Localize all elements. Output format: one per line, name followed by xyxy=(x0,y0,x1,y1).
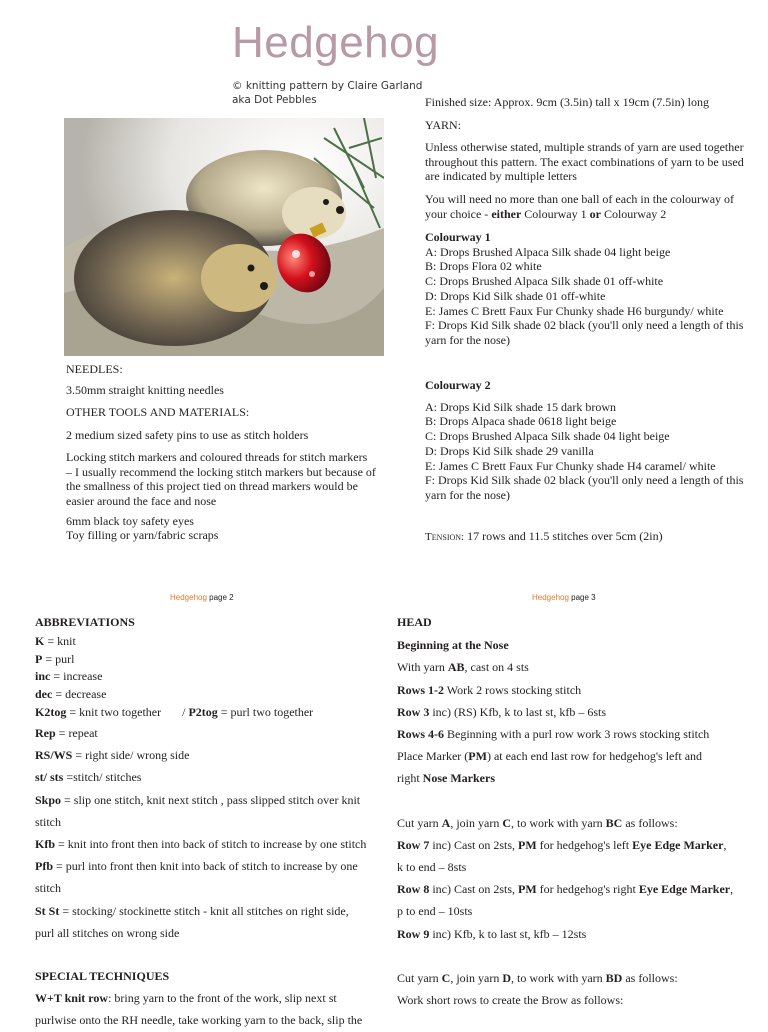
need-text-a: You will need no more than one ball of each in the colourway of your choice - xyxy=(425,192,735,221)
head-line: Rows 4-6 Beginning with a purl row work 3 rows stocking stitch xyxy=(397,727,710,742)
need-text-c: Colourway 2 xyxy=(600,206,667,221)
footer-page: page 3 xyxy=(568,593,596,602)
head-subheading: Beginning at the Nose xyxy=(397,638,509,653)
head-line: Row 8 inc) Cast on 2sts, PM for hedgehog's right Eye Edge Marker, xyxy=(397,882,734,897)
need-or: or xyxy=(589,206,601,221)
colourway-2-heading: Colourway 2 xyxy=(425,378,491,392)
abbr-sts: st/ sts =stitch/ stitches xyxy=(35,770,142,785)
head-line: p to end – 10sts xyxy=(397,904,473,919)
author-credit xyxy=(232,79,422,107)
abbr-rs-ws: RS/WS = right side/ wrong side xyxy=(35,748,190,763)
yarn-label: YARN: xyxy=(425,118,462,132)
head-line: With yarn AB, cast on 4 sts xyxy=(397,660,529,675)
list-item: B: Drops Flora 02 white xyxy=(425,259,542,274)
head-line: Place Marker (PM) at each end last row for hedgehog's left and xyxy=(397,749,703,764)
needles-label: NEEDLES: xyxy=(66,362,123,376)
list-item: A: Drops Brushed Alpaca Silk shade 04 light beige xyxy=(425,244,671,259)
tension xyxy=(425,529,663,545)
list-item: E: James C Brett Faux Fur Chunky shade H4 caramel/ white xyxy=(425,458,716,473)
footer-name: Hedgehog xyxy=(532,593,569,602)
abbr-kfb: Kfb = knit into front then into back of stitch to increase by one stitch xyxy=(35,837,367,852)
list-item: C: Drops Brushed Alpaca Silk shade 04 light beige xyxy=(425,429,670,444)
list-item: E: James C Brett Faux Fur Chunky shade H6 burgundy/ white xyxy=(425,303,724,318)
safety-eyes-text: 6mm black toy safety eyes xyxy=(66,514,194,528)
abbreviations-section xyxy=(35,611,370,1032)
abbr-pfb: Pfb = purl into front then knit into back of stitch to increase by one stitch xyxy=(35,859,358,896)
list-item: B: Drops Alpaca shade 0618 light beige xyxy=(425,414,617,429)
head-line: Row 9 inc) Kfb, k to last st, kfb – 12sts xyxy=(397,926,587,941)
list-item: D: Drops Kid Silk shade 01 off-white xyxy=(425,288,606,303)
toy-filling-text: Toy filling or yarn/fabric scraps xyxy=(66,528,219,542)
need-either: either xyxy=(491,206,522,221)
colourway-2-list xyxy=(425,400,743,503)
tension-label: Tension: xyxy=(425,531,465,543)
head-line: right Nose Markers xyxy=(397,771,495,786)
page-footer-right xyxy=(532,593,596,602)
tension-text: 17 rows and 11.5 stitches over 5cm (2in) xyxy=(464,529,663,543)
head-section xyxy=(397,611,747,1011)
abbr-k2tog-p2tog: K2tog = knit two together / P2tog = purl two together xyxy=(35,705,314,719)
credit-line-2: aka Dot Pebbles xyxy=(232,94,317,106)
safety-pins-text: 2 medium sized safety pins to use as stitch holders xyxy=(66,428,309,442)
footer-page: page 2 xyxy=(206,593,234,602)
credit-line-1: © knitting pattern by Claire Garland xyxy=(232,80,423,92)
list-item: A: Drops Kid Silk shade 15 dark brown xyxy=(425,399,616,414)
list-item: F: Drops Kid Silk shade 02 black (you'll only need a length of this xyxy=(425,473,744,488)
footer-name: Hedgehog xyxy=(170,593,207,602)
page-footer-left xyxy=(170,593,234,602)
colourway-1-heading: Colourway 1 xyxy=(425,230,491,244)
head-line: Cut yarn C, join yarn D, to work with yarn BD as follows: xyxy=(397,970,678,985)
needles-text: 3.50mm straight knitting needles xyxy=(66,383,224,397)
abbr-wt: W+T knit row: bring yarn to the front of the work, slip next st purlwise onto the RH needle, take working yarn to the back, slip the xyxy=(35,991,363,1028)
yarn-note: Unless otherwise stated, multiple strands of yarn are used together throughout this pattern. The exact combinations of yarn to be used are indicated by multiple letters xyxy=(425,140,744,184)
abbr-inc: inc = increase xyxy=(35,669,103,683)
other-tools-label: OTHER TOOLS AND MATERIALS: xyxy=(66,405,250,419)
abbr-skpo: Skpo = slip one stitch, knit next stitch , pass slipped stitch over knit stitch xyxy=(35,792,361,829)
abbr-k: K = knit xyxy=(35,634,76,648)
stitch-markers-text: Locking stitch markers and coloured threads for stitch markers – I usually recommend the locking stitch markers but because of the smallness of this project tied on thread markers would be easier around the face and nose xyxy=(66,450,376,509)
list-item: yarn for the nose) xyxy=(425,487,510,502)
abbr-st-st: St St = stocking/ stockinette stitch - knit all stitches on right side, purl all stitches on wrong side xyxy=(35,903,349,940)
list-item: yarn for the nose) xyxy=(425,332,510,347)
abbr-p: P = purl xyxy=(35,651,75,666)
finished-size: Finished size: Approx. 9cm (3.5in) tall x 19cm (7.5in) long xyxy=(425,95,709,109)
colourway-1 xyxy=(425,230,743,348)
head-line: Row 3 inc) (RS) Kfb, k to last st, kfb – 6sts xyxy=(397,704,607,719)
colourway-1-list xyxy=(425,245,743,348)
list-item: C: Drops Brushed Alpaca Silk shade 01 off-white xyxy=(425,274,664,289)
head-line: Cut yarn A, join yarn C, to work with yarn BC as follows: xyxy=(397,815,678,830)
abbr-rep: Rep = repeat xyxy=(35,726,98,740)
list-item: D: Drops Kid Silk shade 29 vanilla xyxy=(425,443,594,458)
yarn-need-note xyxy=(425,192,747,221)
need-text-b: Colourway 1 xyxy=(521,206,590,221)
hedgehog-photo xyxy=(64,118,384,356)
colourway-2 xyxy=(425,378,743,503)
head-line: Work short rows to create the Brow as follows: xyxy=(397,993,624,1008)
special-techniques-heading: SPECIAL TECHNIQUES xyxy=(35,969,170,984)
abbr-dec: dec = decrease xyxy=(35,686,107,701)
head-heading: HEAD xyxy=(397,615,432,629)
head-line: k to end – 8sts xyxy=(397,860,467,875)
abbreviations-heading: ABBREVIATIONS xyxy=(35,615,135,629)
head-line: Rows 1-2 Work 2 rows stocking stitch xyxy=(397,682,582,697)
list-item: F: Drops Kid Silk shade 02 black (you'll only need a length of this xyxy=(425,318,744,333)
page-title: Hedgehog xyxy=(232,18,440,67)
head-line: Row 7 inc) Cast on 2sts, PM for hedgehog's left Eye Edge Marker, xyxy=(397,837,727,852)
